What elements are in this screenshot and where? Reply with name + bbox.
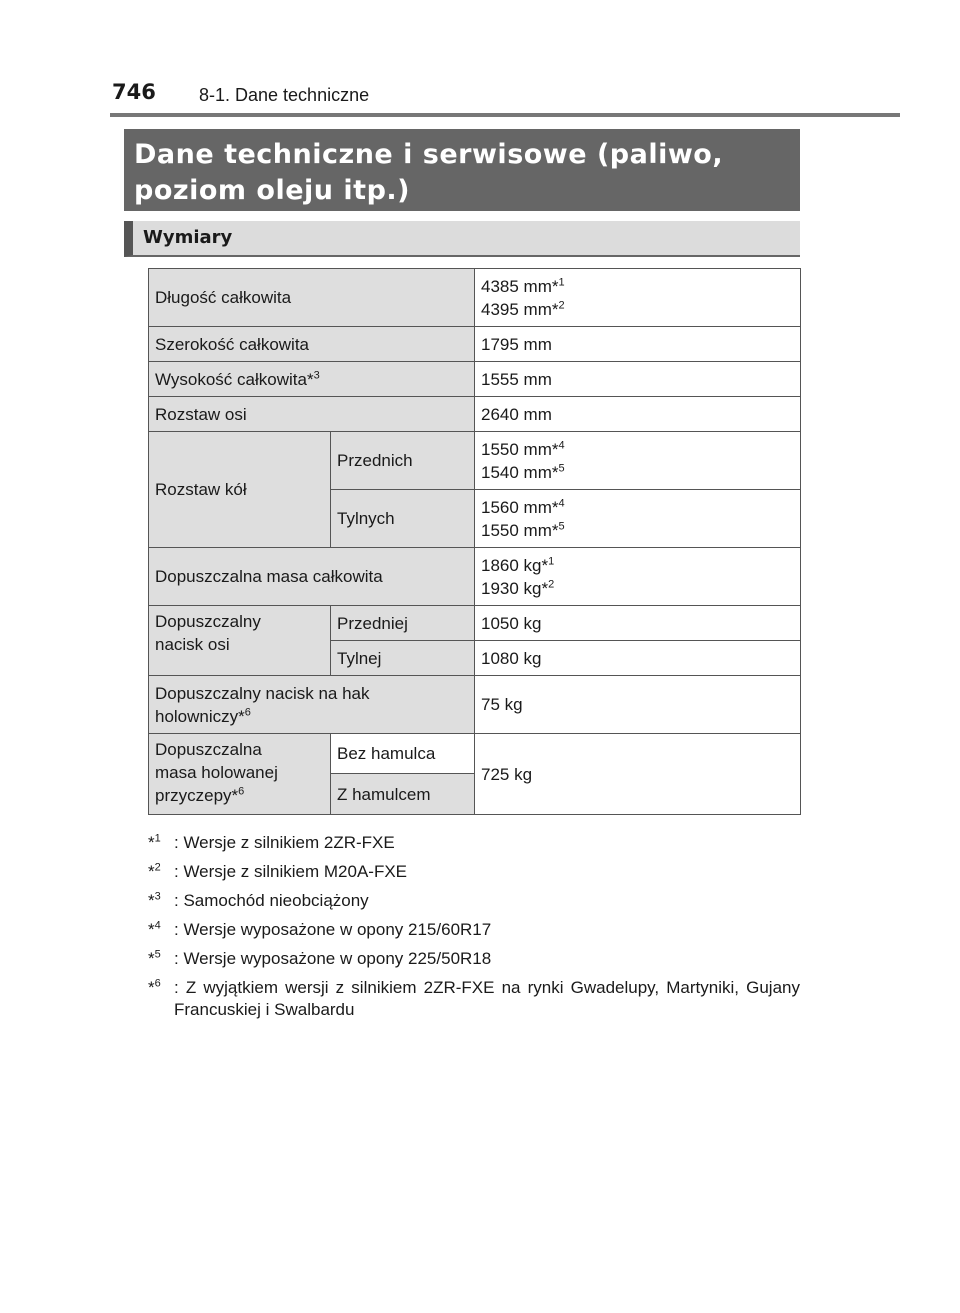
- table-row: [149, 676, 801, 734]
- footnote: *$^4$ : Wersje wyposażone w opony 215/60R17: [148, 919, 492, 939]
- row-label: Dopuszczalna masa holowanej przyczepy*$^6$: [149, 734, 331, 815]
- footnotes: [148, 832, 800, 1028]
- row-value: 1550 mm*$^4$ 1540 mm*$^5$: [475, 432, 801, 490]
- row-label: Rozstaw osi: [149, 397, 475, 432]
- table-row: [149, 548, 801, 606]
- table-row: [149, 327, 801, 362]
- row-label: Dopuszczalny nacisk na hak holowniczy*$^6$: [149, 676, 475, 734]
- row-value: 4385 mm*$^1$ 4395 mm*$^2$: [475, 269, 801, 327]
- row-sublabel: Z hamulcem: [331, 774, 475, 815]
- table-row: [149, 432, 801, 490]
- row-label: Szerokość całkowita: [149, 327, 475, 362]
- row-value: 1795 mm: [475, 327, 801, 362]
- footnote: *$^6$ : Z wyjątkiem wersji z silnikiem 2ZR-FXE na rynki Gwadelupy, Martyniki, Gujany Francuskiej i Swalbardu: [148, 977, 800, 1019]
- row-value: 75 kg: [475, 676, 801, 734]
- footnote: *$^2$ : Wersje z silnikiem M20A-FXE: [148, 861, 408, 881]
- header-rule: [110, 113, 900, 117]
- row-sublabel: Przednich: [331, 432, 475, 490]
- row-sublabel: Tylnych: [331, 490, 475, 548]
- table-row: [149, 397, 801, 432]
- title-banner: [124, 129, 800, 211]
- row-label: Wysokość całkowita*$^3$: [149, 362, 475, 397]
- row-value: 2640 mm: [475, 397, 801, 432]
- row-label: Długość całkowita: [149, 269, 475, 327]
- footnote: *$^5$ : Wersje wyposażone w opony 225/50R18: [148, 948, 492, 968]
- table-row: [149, 362, 801, 397]
- row-value: 1080 kg: [475, 641, 801, 676]
- section-label: 8-1. Dane techniczne: [199, 85, 370, 105]
- footnote: *$^1$ : Wersje z silnikiem 2ZR-FXE: [148, 832, 395, 852]
- row-value: 725 kg: [475, 734, 801, 815]
- row-sublabel: Przedniej: [331, 606, 475, 641]
- row-label: Rozstaw kół: [149, 432, 331, 548]
- footnote: *$^3$ : Samochód nieobciążony: [148, 890, 369, 910]
- table-row: [149, 606, 801, 641]
- row-sublabel: Bez hamulca: [331, 734, 475, 774]
- subtitle: Wymiary: [143, 227, 233, 248]
- row-label: Dopuszczalny nacisk osi: [149, 606, 331, 676]
- subtitle-banner: [124, 221, 800, 257]
- row-sublabel: Tylnej: [331, 641, 475, 676]
- table-row: [149, 734, 801, 774]
- row-value: 1555 mm: [475, 362, 801, 397]
- row-value: 1560 mm*$^4$ 1550 mm*$^5$: [475, 490, 801, 548]
- row-label: Dopuszczalna masa całkowita: [149, 548, 475, 606]
- dimensions-table: [148, 268, 801, 815]
- table-row: [149, 269, 801, 327]
- row-value: 1050 kg: [475, 606, 801, 641]
- page-number: 746: [112, 80, 156, 104]
- page-title: Dane techniczne i serwisowe (paliwo, poziom oleju itp.): [134, 139, 724, 206]
- row-value: 1860 kg*$^1$ 1930 kg*$^2$: [475, 548, 801, 606]
